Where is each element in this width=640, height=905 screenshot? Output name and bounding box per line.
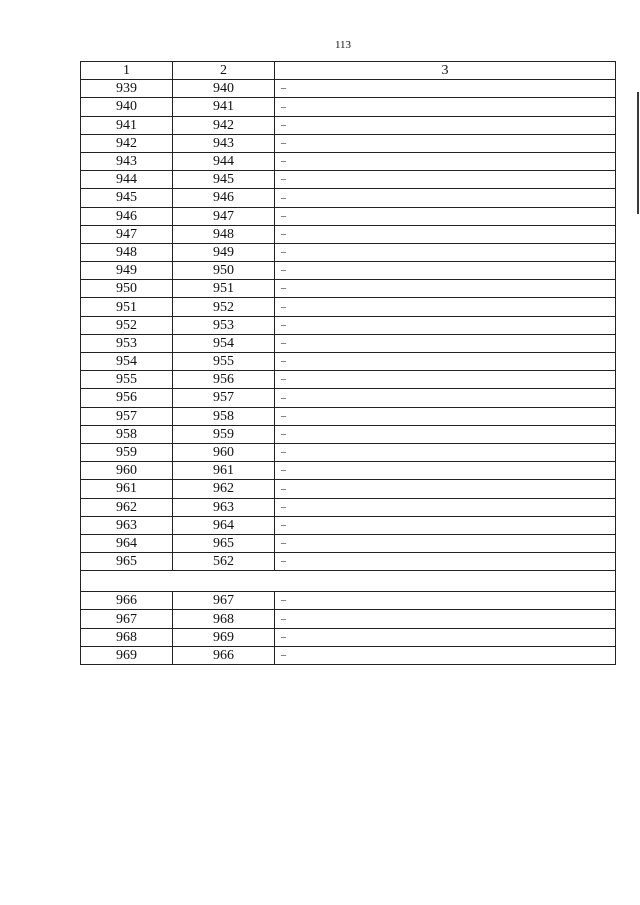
table-row	[81, 225, 616, 243]
cell-col-3: –	[275, 371, 616, 389]
cell-col-2: 562	[173, 553, 275, 571]
cell-col-1: 961	[81, 480, 173, 498]
cell-col-1: 960	[81, 462, 173, 480]
cell-col-1: 959	[81, 443, 173, 461]
table-header-row	[81, 62, 616, 80]
cell-col-3: –	[275, 516, 616, 534]
cell-col-2: 945	[173, 171, 275, 189]
cell-col-2: 951	[173, 280, 275, 298]
cell-col-1: 941	[81, 116, 173, 134]
table-gap-cell	[81, 571, 616, 592]
cell-col-1: 951	[81, 298, 173, 316]
cell-col-2: 941	[173, 98, 275, 116]
cell-col-2: 958	[173, 407, 275, 425]
table-row	[81, 389, 616, 407]
cell-col-3: –	[275, 134, 616, 152]
table-row	[81, 534, 616, 552]
cell-col-2: 953	[173, 316, 275, 334]
table-body-group-b	[81, 592, 616, 665]
cell-col-3: –	[275, 353, 616, 371]
cell-col-2: 947	[173, 207, 275, 225]
cell-col-3: –	[275, 80, 616, 98]
cell-col-2: 968	[173, 610, 275, 628]
cell-col-2: 954	[173, 334, 275, 352]
cell-col-3: –	[275, 298, 616, 316]
cell-col-2: 960	[173, 443, 275, 461]
table-row	[81, 553, 616, 571]
cell-col-3: –	[275, 610, 616, 628]
cell-col-1: 965	[81, 553, 173, 571]
cell-col-3: –	[275, 389, 616, 407]
cell-col-2: 969	[173, 628, 275, 646]
cell-col-2: 955	[173, 353, 275, 371]
table-row	[81, 262, 616, 280]
data-table	[80, 61, 616, 665]
table-body-group-a	[81, 80, 616, 571]
table-row	[81, 480, 616, 498]
cell-col-3: –	[275, 116, 616, 134]
cell-col-1: 958	[81, 425, 173, 443]
table-row	[81, 298, 616, 316]
table-row	[81, 243, 616, 261]
cell-col-2: 950	[173, 262, 275, 280]
cell-col-3: –	[275, 425, 616, 443]
table-row	[81, 134, 616, 152]
cell-col-2: 942	[173, 116, 275, 134]
table-row	[81, 316, 616, 334]
cell-col-1: 947	[81, 225, 173, 243]
cell-col-2: 952	[173, 298, 275, 316]
cell-col-1: 956	[81, 389, 173, 407]
cell-col-2: 944	[173, 152, 275, 170]
cell-col-3: –	[275, 225, 616, 243]
table-gap	[81, 571, 616, 592]
cell-col-1: 950	[81, 280, 173, 298]
cell-col-3: –	[275, 171, 616, 189]
cell-col-3: –	[275, 152, 616, 170]
column-header-1: 1	[81, 62, 173, 80]
cell-col-3: –	[275, 407, 616, 425]
table-row	[81, 592, 616, 610]
cell-col-2: 965	[173, 534, 275, 552]
table-row	[81, 80, 616, 98]
cell-col-2: 967	[173, 592, 275, 610]
cell-col-2: 966	[173, 646, 275, 664]
cell-col-3: –	[275, 462, 616, 480]
cell-col-1: 943	[81, 152, 173, 170]
cell-col-2: 948	[173, 225, 275, 243]
table-row	[81, 462, 616, 480]
cell-col-3: –	[275, 334, 616, 352]
table-row	[81, 280, 616, 298]
table-row	[81, 152, 616, 170]
table-row	[81, 353, 616, 371]
cell-col-1: 957	[81, 407, 173, 425]
cell-col-1: 966	[81, 592, 173, 610]
cell-col-3: –	[275, 443, 616, 461]
cell-col-1: 949	[81, 262, 173, 280]
table-gap-row	[81, 571, 616, 592]
cell-col-1: 946	[81, 207, 173, 225]
cell-col-3: –	[275, 646, 616, 664]
table-row	[81, 207, 616, 225]
table-row	[81, 646, 616, 664]
cell-col-3: –	[275, 189, 616, 207]
cell-col-1: 968	[81, 628, 173, 646]
table-row	[81, 189, 616, 207]
cell-col-1: 952	[81, 316, 173, 334]
cell-col-1: 963	[81, 516, 173, 534]
cell-col-3: –	[275, 243, 616, 261]
table-row	[81, 610, 616, 628]
cell-col-1: 944	[81, 171, 173, 189]
cell-col-3: –	[275, 498, 616, 516]
cell-col-1: 954	[81, 353, 173, 371]
table-row	[81, 334, 616, 352]
cell-col-1: 940	[81, 98, 173, 116]
table-row	[81, 498, 616, 516]
cell-col-3: –	[275, 280, 616, 298]
cell-col-3: –	[275, 316, 616, 334]
cell-col-2: 949	[173, 243, 275, 261]
cell-col-2: 963	[173, 498, 275, 516]
cell-col-3: –	[275, 480, 616, 498]
table-row	[81, 171, 616, 189]
cell-col-3: –	[275, 592, 616, 610]
cell-col-1: 948	[81, 243, 173, 261]
column-header-3: 3	[275, 62, 616, 80]
cell-col-3: –	[275, 207, 616, 225]
cell-col-3: –	[275, 553, 616, 571]
cell-col-1: 969	[81, 646, 173, 664]
cell-col-1: 955	[81, 371, 173, 389]
cell-col-2: 959	[173, 425, 275, 443]
table-row	[81, 407, 616, 425]
cell-col-1: 953	[81, 334, 173, 352]
cell-col-1: 964	[81, 534, 173, 552]
cell-col-3: –	[275, 534, 616, 552]
cell-col-2: 940	[173, 80, 275, 98]
table-row	[81, 516, 616, 534]
cell-col-3: –	[275, 98, 616, 116]
cell-col-1: 967	[81, 610, 173, 628]
page-number: 113	[334, 39, 352, 51]
cell-col-2: 964	[173, 516, 275, 534]
cell-col-1: 939	[81, 80, 173, 98]
scan-edge-mark	[637, 92, 639, 214]
cell-col-1: 962	[81, 498, 173, 516]
cell-col-2: 946	[173, 189, 275, 207]
table-row	[81, 443, 616, 461]
table-row	[81, 98, 616, 116]
cell-col-2: 962	[173, 480, 275, 498]
cell-col-3: –	[275, 628, 616, 646]
column-header-2: 2	[173, 62, 275, 80]
cell-col-1: 945	[81, 189, 173, 207]
table-row	[81, 116, 616, 134]
table-row	[81, 425, 616, 443]
table-row	[81, 628, 616, 646]
cell-col-2: 957	[173, 389, 275, 407]
cell-col-2: 961	[173, 462, 275, 480]
cell-col-2: 943	[173, 134, 275, 152]
cell-col-1: 942	[81, 134, 173, 152]
table-row	[81, 371, 616, 389]
cell-col-2: 956	[173, 371, 275, 389]
cell-col-3: –	[275, 262, 616, 280]
